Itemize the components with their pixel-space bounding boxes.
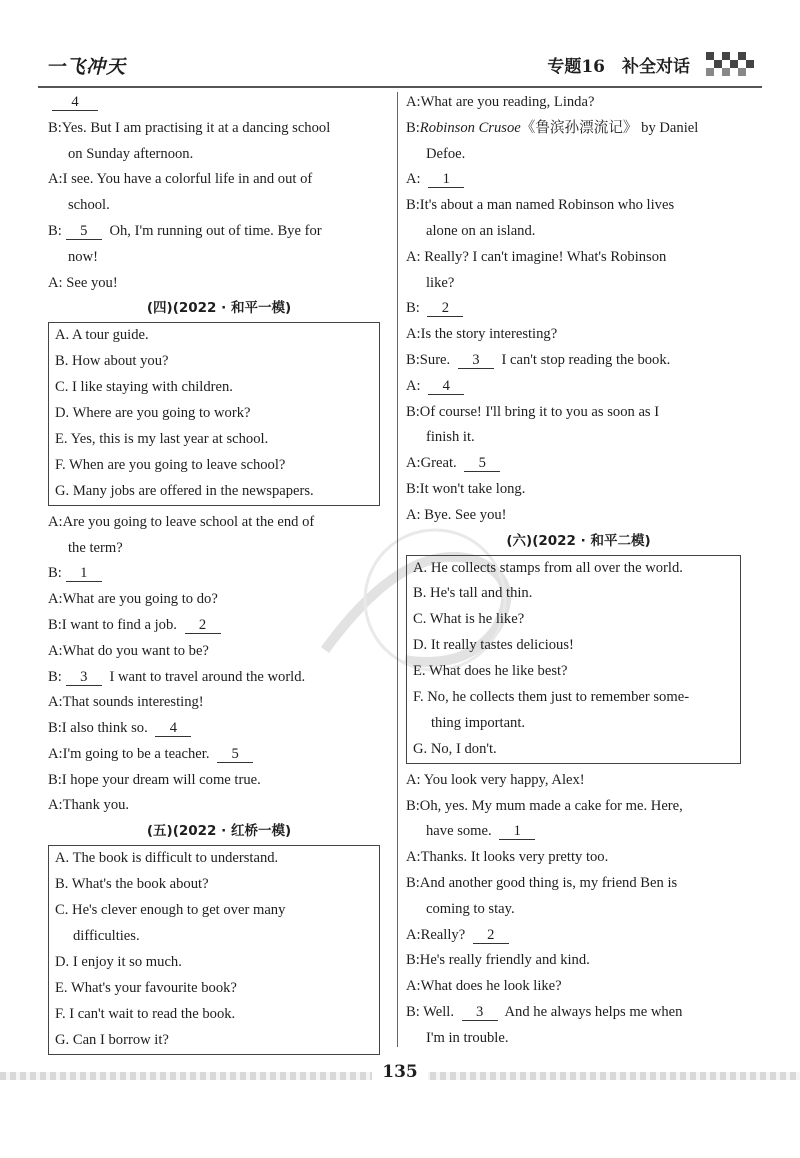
option-item: thing important. — [431, 714, 526, 731]
option-item: D. Where are you going to work? — [55, 405, 251, 422]
line-prefix: B: — [406, 300, 424, 317]
answer-blank: 2 — [473, 927, 509, 944]
answer-blank: 1 — [499, 823, 535, 840]
dialogue-line: B:Oh, yes. My mum made a cake for me. Here, — [406, 797, 683, 814]
answer-blank: 5 — [66, 223, 102, 240]
answer-blank: 4 — [428, 378, 464, 395]
answer-blank: 2 — [185, 617, 221, 634]
option-item: C. He's clever enough to get over many — [55, 902, 286, 919]
dialogue-line: finish it. — [426, 429, 475, 446]
line-prefix: A: — [406, 377, 425, 394]
page-header — [38, 44, 762, 88]
option-item: A. The book is difficult to understand. — [55, 850, 279, 867]
answer-blank: 1 — [66, 565, 102, 582]
dialogue-line: A: See you! — [48, 274, 118, 291]
line-suffix: I can't stop reading the book. — [497, 351, 671, 368]
dialogue-line: A:What does he look like? — [406, 978, 562, 995]
dialogue-line: B:Of course! I'll bring it to you as soon as I — [406, 403, 660, 420]
line-prefix: B: — [48, 565, 62, 582]
dialogue-line — [406, 348, 751, 374]
option-item: D. I enjoy it so much. — [55, 953, 182, 970]
topic-title: 专题16 补全对话 — [547, 57, 690, 77]
dialogue-line: A:Thank you. — [48, 797, 130, 814]
line-prefix: B: — [48, 668, 62, 685]
checker-pattern-icon — [706, 50, 754, 78]
line-prefix: A:Really? — [406, 926, 469, 943]
option-item: E. What does he like best? — [413, 663, 568, 680]
option-item: F. No, he collects them just to remember some- — [413, 689, 690, 706]
answer-blank: 5 — [464, 455, 500, 472]
line-prefix: B: — [48, 222, 62, 239]
left-column — [48, 90, 390, 1059]
option-box — [48, 845, 380, 1054]
option-item: F. When are you going to leave school? — [55, 456, 286, 473]
answer-blank: 2 — [427, 300, 463, 317]
option-item: C. What is he like? — [413, 611, 525, 628]
dialogue-line: B:Yes. But I am practising it at a dancing school — [48, 119, 331, 136]
answer-blank: 4 — [52, 94, 98, 111]
option-item: F. I can't wait to read the book. — [55, 1005, 236, 1022]
dialogue-line: school. — [68, 197, 110, 214]
option-box — [406, 555, 741, 764]
dialogue-line — [406, 819, 751, 845]
option-item: B. How about you? — [55, 353, 169, 370]
answer-blank: 5 — [217, 746, 253, 763]
header-rule — [38, 86, 762, 88]
answer-blank: 1 — [428, 171, 464, 188]
dialogue-line: B:He's really friendly and kind. — [406, 952, 590, 969]
dialogue-line: Defoe. — [426, 145, 466, 162]
dialogue-line: alone on an island. — [426, 222, 536, 239]
option-item: difficulties. — [73, 928, 140, 944]
column-divider — [397, 92, 398, 1047]
dialogue-line: A: You look very happy, Alex! — [406, 771, 585, 788]
dialogue-line — [406, 374, 751, 400]
answer-blank: 3 — [66, 669, 102, 686]
dialogue-line: A:That sounds interesting! — [48, 694, 204, 711]
answer-blank: 4 — [155, 720, 191, 737]
dialogue-line: B:And another good thing is, my friend Ben is — [406, 874, 678, 891]
dialogue-line — [406, 1000, 751, 1026]
section-title: (六)(2022 · 和平二模) — [506, 532, 651, 549]
line-suffix: 《鲁滨孙漂流记》 by Daniel — [520, 119, 699, 136]
dialogue-line — [48, 716, 390, 742]
dialogue-line — [48, 613, 390, 639]
page-number: 135 — [0, 1062, 800, 1082]
answer-blank: 3 — [458, 352, 494, 369]
dialogue-line — [48, 219, 390, 245]
dialogue-line: like? — [426, 274, 455, 291]
option-item: A. A tour guide. — [55, 327, 149, 344]
line-prefix: B: — [406, 119, 420, 136]
dialogue-line: A:What are you reading, Linda? — [406, 94, 595, 110]
option-item: E. Yes, this is my last year at school. — [55, 431, 269, 447]
dialogue-line — [406, 923, 751, 949]
dialogue-line: A:What are you going to do? — [48, 591, 218, 608]
dialogue-line — [48, 742, 390, 768]
dialogue-line — [406, 296, 751, 322]
book-title: Robinson Crusoe — [419, 119, 521, 136]
option-item: G. No, I don't. — [413, 740, 497, 757]
dialogue-line: A:I see. You have a colorful life in and out of — [48, 171, 313, 188]
dialogue-line: A:What do you want to be? — [48, 642, 209, 659]
dialogue-line: A: Bye. See you! — [406, 506, 507, 523]
dialogue-line: the term? — [68, 539, 123, 556]
line-prefix: B: Well. — [406, 1003, 458, 1020]
dialogue-line: B:It's about a man named Robinson who lives — [406, 197, 675, 214]
line-prefix: A:Great. — [406, 455, 461, 472]
line-suffix: I want to travel around the world. — [105, 668, 306, 685]
dialogue-line — [48, 561, 390, 587]
dialogue-line: B:It won't take long. — [406, 480, 526, 497]
dialogue-line — [406, 116, 751, 142]
dialogue-line — [48, 665, 390, 691]
line-prefix: A: — [406, 171, 425, 188]
option-item: G. Many jobs are offered in the newspapers. — [55, 482, 314, 499]
option-item: B. What's the book about? — [55, 876, 209, 893]
line-prefix: have some. — [426, 823, 496, 840]
line-suffix: Oh, I'm running out of time. Bye for — [105, 222, 322, 239]
line-suffix: And he always helps me when — [501, 1003, 683, 1020]
line-prefix: A:I'm going to be a teacher. — [48, 745, 214, 762]
dialogue-line: A:Thanks. It looks very pretty too. — [406, 849, 609, 866]
option-item: E. What's your favourite book? — [55, 979, 237, 996]
dialogue-line — [48, 90, 390, 116]
dialogue-line: I'm in trouble. — [426, 1029, 509, 1046]
dialogue-line — [406, 451, 751, 477]
line-prefix: B:I want to find a job. — [48, 616, 181, 633]
option-item: A. He collects stamps from all over the world. — [413, 559, 683, 576]
answer-blank: 3 — [462, 1004, 498, 1021]
right-column — [406, 90, 751, 1052]
dialogue-line: B:I hope your dream will come true. — [48, 771, 261, 788]
section-title: (四)(2022 · 和平一模) — [146, 300, 292, 317]
dialogue-line — [406, 167, 751, 193]
dialogue-line: now! — [68, 248, 98, 265]
option-item: G. Can I borrow it? — [55, 1031, 169, 1048]
dialogue-line: A:Are you going to leave school at the end of — [48, 513, 315, 530]
line-prefix: B:I also think so. — [48, 720, 152, 737]
option-item: C. I like staying with children. — [55, 379, 233, 396]
option-item: D. It really tastes delicious! — [413, 637, 574, 654]
series-logo: 一飞冲天 — [46, 56, 127, 78]
line-prefix: B:Sure. — [406, 351, 454, 368]
dialogue-line: A:Is the story interesting? — [406, 326, 558, 343]
dialogue-line: on Sunday afternoon. — [68, 145, 194, 162]
option-box — [48, 322, 380, 505]
dialogue-line: coming to stay. — [426, 900, 515, 917]
section-title: (五)(2022 · 红桥一模) — [146, 823, 292, 840]
option-item: B. He's tall and thin. — [413, 585, 533, 602]
dialogue-line: A: Really? I can't imagine! What's Robinson — [406, 248, 667, 265]
